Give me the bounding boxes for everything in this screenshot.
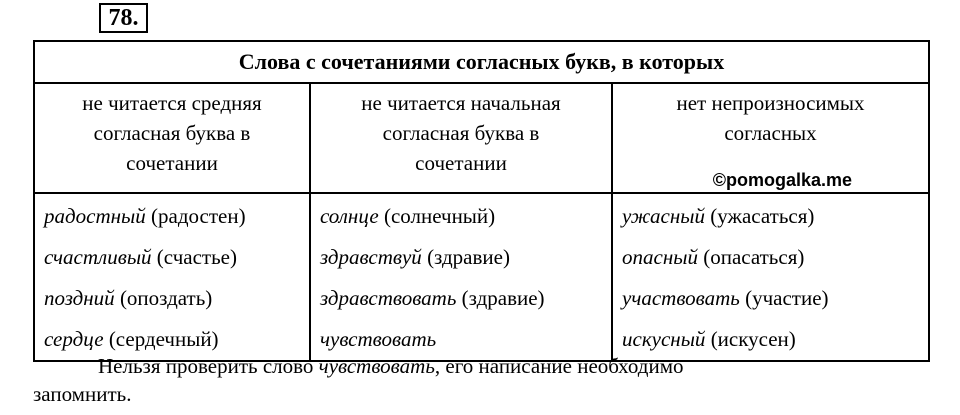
column-header-no-silent bbox=[612, 83, 929, 193]
word: искусный bbox=[622, 327, 706, 351]
check-word: (опоздать) bbox=[114, 286, 213, 310]
word: радостный bbox=[44, 204, 146, 228]
column-cell-no-silent bbox=[612, 193, 929, 361]
word-entry bbox=[44, 196, 309, 237]
check-word: (опасаться) bbox=[697, 245, 805, 269]
note-text-line2: запомнить. bbox=[33, 382, 132, 406]
word-entry bbox=[44, 237, 309, 278]
check-word: (участие) bbox=[739, 286, 829, 310]
header-line: сочетании bbox=[415, 151, 507, 175]
header-line: сочетании bbox=[126, 151, 218, 175]
note-italic-word: чувствовать bbox=[318, 354, 435, 378]
column-cell-middle-silent bbox=[34, 193, 310, 361]
word-entry bbox=[622, 237, 928, 278]
note-text: , его написание необходимо bbox=[434, 354, 684, 378]
header-line: согласных bbox=[724, 121, 817, 145]
check-word: (ужасаться) bbox=[705, 204, 815, 228]
header-line: не читается начальная bbox=[361, 91, 561, 115]
word: здравствовать bbox=[320, 286, 457, 310]
word-entry bbox=[320, 278, 611, 319]
check-word: (солнечный) bbox=[378, 204, 496, 228]
check-word: (сердечный) bbox=[103, 327, 219, 351]
note-paragraph bbox=[33, 352, 933, 408]
word: опасный bbox=[622, 245, 698, 269]
word: ужасный bbox=[622, 204, 706, 228]
check-word: (радостен) bbox=[145, 204, 246, 228]
word-entry bbox=[320, 237, 611, 278]
header-line: нет непроизносимых bbox=[676, 91, 865, 115]
note-text: Нельзя проверить слово bbox=[98, 354, 319, 378]
check-word: (счастье) bbox=[151, 245, 237, 269]
check-word: (здравие) bbox=[456, 286, 545, 310]
check-word: (искусен) bbox=[705, 327, 796, 351]
words-table bbox=[33, 40, 930, 362]
header-line: не читается средняя bbox=[82, 91, 262, 115]
table-title: Слова с сочетаниями согласных букв, в которых bbox=[34, 41, 929, 83]
word: солнце bbox=[320, 204, 379, 228]
header-line: согласная буква в bbox=[382, 121, 540, 145]
column-header-initial-silent bbox=[310, 83, 612, 193]
word: здравствуй bbox=[320, 245, 422, 269]
word-entry bbox=[320, 196, 611, 237]
word: сердце bbox=[44, 327, 104, 351]
word: чувствовать bbox=[320, 327, 437, 351]
word-entry bbox=[622, 196, 928, 237]
word-entry bbox=[622, 278, 928, 319]
word: участвовать bbox=[622, 286, 740, 310]
word-entry bbox=[44, 278, 309, 319]
check-word: (здравие) bbox=[421, 245, 510, 269]
column-header-middle-silent bbox=[34, 83, 310, 193]
exercise-number: 78. bbox=[99, 3, 148, 33]
word: счастливый bbox=[44, 245, 152, 269]
column-cell-initial-silent bbox=[310, 193, 612, 361]
watermark: ©pomogalka.me bbox=[712, 170, 853, 190]
word: поздний bbox=[44, 286, 115, 310]
header-line: согласная буква в bbox=[93, 121, 251, 145]
